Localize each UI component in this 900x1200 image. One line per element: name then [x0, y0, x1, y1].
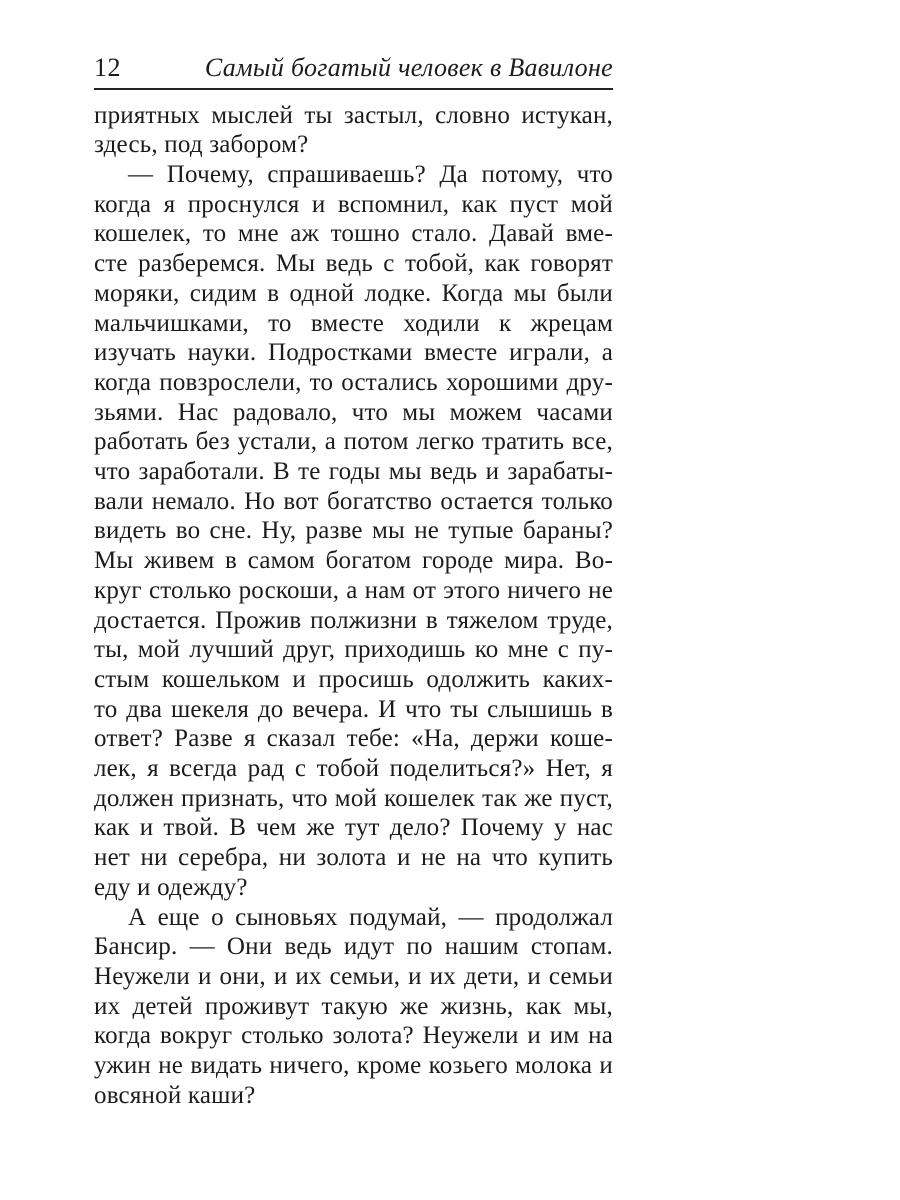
text-line: стым кошельком и просишь одолжить каких-	[94, 665, 613, 693]
text-line: то два шекеля до вечера. И что ты слышишь в	[94, 695, 613, 723]
text-line: еду и одежду?	[94, 873, 248, 901]
text-line: приятных мыслей ты застыл, словно истукан,	[94, 101, 613, 129]
text-line: Бансир. — Они ведь идут по нашим стопам.	[94, 933, 613, 961]
text-line: как и твой. В чем же тут дело? Почему у нас	[94, 814, 613, 842]
text-line: зьями. Нас радовало, что мы можем часами	[94, 398, 613, 426]
text-line: ответ? Разве я сказал тебе: «На, держи коше-	[94, 725, 613, 753]
text-line: видеть во сне. Ну, разве мы не тупые бараны?	[94, 517, 613, 545]
page-body	[94, 101, 613, 1111]
text-line: Мы живем в самом богатом городе мира. Во-	[94, 547, 613, 575]
page-number: 12	[94, 53, 121, 82]
text-line: должен признать, что мой кошелек так же пуст,	[94, 784, 613, 812]
text-line: А еще о сыновьях подумай, — продолжал	[128, 903, 613, 931]
text-line: изучать науки. Подростками вместе играли, а	[94, 339, 613, 367]
paragraph	[94, 101, 613, 160]
text-line: ужин не видать ничего, кроме козьего молока и	[94, 1052, 613, 1080]
text-line: достается. Прожив полжизни в тяжелом труде,	[94, 606, 613, 634]
paragraph	[94, 160, 613, 903]
text-line: Неужели и они, и их семьи, и их дети, и семьи	[94, 962, 613, 990]
running-title: Самый богатый человек в Вавилоне	[204, 53, 613, 82]
running-header	[94, 54, 613, 90]
text-line: нет ни серебра, ни золота и не на что купить	[94, 844, 613, 872]
text-line: когда повзрослели, то остались хорошими дру-	[94, 368, 613, 396]
text-line: их детей проживут такую же жизнь, как мы,	[94, 992, 613, 1020]
text-line: когда я проснулся и вспомнил, как пуст мой	[94, 190, 613, 218]
text-line: кошелек, то мне аж тошно стало. Давай вме-	[94, 220, 613, 248]
text-line: когда вокруг столько золота? Неужели и им на	[94, 1022, 613, 1050]
text-column	[94, 54, 613, 1111]
text-line: моряки, сидим в одной лодке. Когда мы были	[94, 279, 613, 307]
paragraph	[94, 903, 613, 1111]
text-line: вали немало. Но вот богатство остается только	[94, 487, 613, 515]
text-line: работать без устали, а потом легко тратить все,	[94, 428, 613, 456]
text-line: — Почему, спрашиваешь? Да потому, что	[128, 161, 613, 188]
text-line: круг столько роскоши, а нам от этого ничего не	[94, 576, 613, 604]
text-line: здесь, под забором?	[94, 131, 309, 159]
text-line: ты, мой лучший друг, приходишь ко мне с пу-	[94, 636, 613, 664]
text-line: мальчишками, то вместе ходили к жрецам	[94, 309, 613, 337]
text-line: лек, я всегда рад с тобой поделиться?» Нет, я	[94, 755, 613, 783]
text-line: сте разберемся. Мы ведь с тобой, как говорят	[94, 250, 613, 278]
text-line: что заработали. В те годы мы ведь и зарабаты-	[94, 458, 613, 486]
text-line: овсяной каши?	[94, 1081, 256, 1109]
